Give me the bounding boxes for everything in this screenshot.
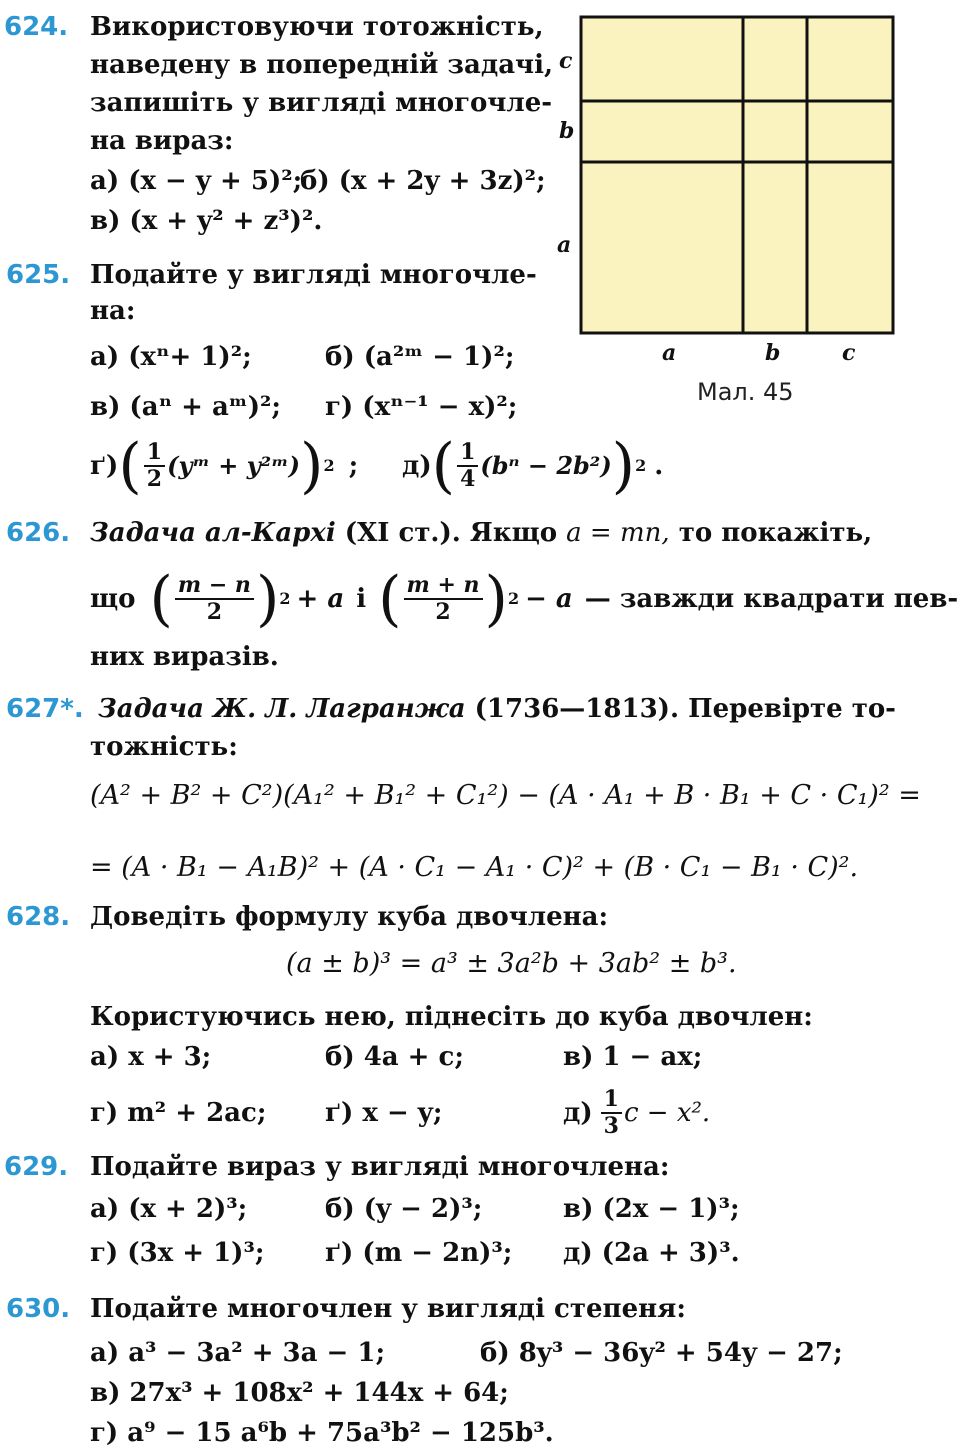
fraction-numerator: m − n: [177, 571, 251, 598]
fraction-denominator: 2: [404, 598, 483, 625]
problem-628-line2: Користуючись нею, піднесіть до куба двочлен:: [90, 1002, 813, 1032]
item-gg-semicolon: ;: [348, 451, 359, 481]
exponent: 2: [507, 589, 520, 608]
fraction-one-half: [144, 440, 165, 493]
problem-629-number: 629.: [4, 1152, 69, 1182]
problem-627-text: Перевірте то-: [688, 694, 896, 724]
problem-630-item-g: г) a⁹ − 15 a⁶b + 75a³b² − 125b³.: [90, 1418, 554, 1448]
fraction-denominator: 2: [175, 598, 254, 625]
problem-626-line1: [90, 520, 872, 546]
item-gg-body: (yᵐ + y²ᵐ): [167, 451, 301, 480]
problem-626-that: що: [90, 584, 136, 614]
and-word: і: [356, 584, 367, 614]
fraction-numerator: 1: [603, 1085, 619, 1112]
fraction-one-quarter: [457, 440, 478, 493]
problem-626-number: 626.: [6, 518, 71, 548]
problem-625-line2: на:: [90, 296, 136, 326]
item-d-label: д): [402, 451, 432, 481]
problem-629-item-b: б) (y − 2)³;: [325, 1194, 483, 1224]
problem-625-number: 625.: [6, 260, 71, 290]
figure-bottom-label-a: a: [662, 340, 677, 366]
paren-open: (: [431, 431, 456, 501]
problem-630-item-a: а) a³ − 3a² + 3a − 1;: [90, 1338, 386, 1368]
problem-627-line2: тожність:: [90, 732, 238, 762]
fraction-m-minus-n: [175, 573, 254, 626]
exponent: 2: [279, 589, 291, 608]
problem-628-item-v: в) 1 − ax;: [563, 1042, 703, 1072]
problem-626-tail: — завжди квадрати пев-: [584, 584, 958, 614]
problem-629-line1: Подайте вираз у вигляді многочлена:: [90, 1152, 670, 1182]
problem-625-line1: Подайте у вигляді многочле-: [90, 260, 537, 290]
item-d-rest: c − x².: [623, 1098, 711, 1128]
paren-close: ): [611, 431, 636, 501]
problem-628-item-d: [563, 1082, 710, 1144]
problem-626-line2: [90, 560, 958, 638]
problem-629-item-d: д) (2a + 3)³.: [563, 1238, 740, 1268]
figure-45-grid: [580, 16, 894, 334]
fraction-numerator: m + n: [406, 571, 480, 598]
problem-624-line1: Використовуючи тотожність,: [90, 12, 544, 42]
figure-side-label-a: a: [557, 232, 572, 258]
fraction-denominator: 3: [601, 1112, 622, 1139]
problem-628-item-a: а) x + 3;: [90, 1042, 212, 1072]
problem-628-line1: Доведіть формулу куба двочлена:: [90, 902, 609, 932]
figure-side-label-b: b: [559, 118, 575, 144]
problem-626-line3: них виразів.: [90, 642, 279, 672]
plus-a: + a: [296, 584, 345, 614]
paren-open: (: [149, 564, 173, 634]
figure-caption: Мал. 45: [697, 378, 794, 406]
problem-626-text2: то покажіть,: [678, 518, 873, 548]
problem-626-text1: Якщо: [469, 518, 558, 548]
problem-627-title: Задача Ж. Л. Лагранжа: [98, 694, 466, 724]
item-d-body: (bⁿ − 2b²): [480, 451, 612, 480]
problem-625-item-gg: [90, 428, 358, 504]
problem-626-century: (XI ст.).: [344, 518, 461, 548]
problem-629-item-g: г) (3x + 1)³;: [90, 1238, 265, 1268]
problem-627-equation-line2: = (A · B₁ − A₁B)² + (A · C₁ − A₁ · C)² + (B · C₁ − B₁ · C)².: [90, 852, 859, 883]
problem-628-number: 628.: [6, 902, 71, 932]
minus-a: − a: [525, 584, 573, 614]
problem-627-years: (1736—1813).: [474, 694, 680, 724]
problem-630-item-b: б) 8y³ − 36y² + 54y − 27;: [480, 1338, 843, 1368]
problem-627-number: 627*.: [6, 694, 84, 724]
problem-626-title: Задача ал-Кархі: [90, 518, 336, 548]
problem-624-item-a: а) (x − y + 5)²;: [90, 166, 303, 196]
problem-627-line1: [98, 696, 896, 722]
fraction-denominator: 4: [457, 465, 478, 492]
problem-628-formula: (a ± b)³ = a³ ± 3a²b + 3ab² ± b³.: [286, 948, 737, 979]
problem-624-line2: наведену в попередній задачі,: [90, 50, 554, 80]
problem-630-item-v: в) 27x³ + 108x² + 144x + 64;: [90, 1378, 509, 1408]
problem-625-item-v: в) (aⁿ + aᵐ)²;: [90, 392, 282, 422]
item-d-period: .: [654, 451, 664, 481]
paren-open: (: [118, 431, 142, 501]
paren-close: ): [484, 564, 508, 634]
problem-624-number: 624.: [4, 12, 69, 42]
fraction-numerator: 1: [460, 438, 476, 465]
problem-626-condition: a = mn,: [566, 518, 670, 548]
problem-628-item-g: г) m² + 2ac;: [90, 1098, 267, 1128]
problem-625-item-b: б) (a²ᵐ − 1)²;: [325, 342, 515, 372]
problem-629-item-gg: ґ) (m − 2n)³;: [325, 1238, 513, 1268]
figure-bottom-label-c: c: [842, 340, 856, 366]
figure-side-label-c: c: [559, 48, 573, 74]
paren-close: ): [300, 431, 324, 501]
item-gg-label: ґ): [90, 451, 119, 481]
figure-bottom-label-b: b: [765, 340, 781, 366]
item-d-exponent: 2: [635, 456, 647, 475]
problem-624-line4: на вираз:: [90, 126, 234, 156]
problem-625-item-a: а) (xⁿ+ 1)²;: [90, 342, 252, 372]
item-d-label: д): [563, 1098, 593, 1128]
fraction-numerator: 1: [146, 438, 163, 465]
problem-624-line3: запишіть у вигляді многочле-: [90, 88, 553, 118]
fraction-m-plus-n: [404, 573, 483, 626]
problem-628-item-gg: ґ) x − y;: [325, 1098, 443, 1128]
problem-624-item-b: б) (x + 2y + 3z)²;: [300, 166, 546, 196]
paren-open: (: [378, 564, 402, 634]
problem-628-item-b: б) 4a + c;: [325, 1042, 464, 1072]
fraction-denominator: 2: [144, 465, 165, 492]
item-gg-exponent: 2: [323, 456, 335, 475]
problem-625-item-g: г) (xⁿ⁻¹ − x)²;: [325, 392, 518, 422]
problem-630-line1: Подайте многочлен у вигляді степеня:: [90, 1294, 686, 1324]
problem-630-number: 630.: [6, 1294, 71, 1324]
problem-627-equation-line1: (A² + B² + C²)(A₁² + B₁² + C₁²) − (A · A₁ + B · B₁ + C · C₁)² =: [90, 780, 921, 811]
problem-625-item-d: [402, 428, 663, 504]
problem-624-item-v: в) (x + y² + z³)².: [90, 206, 323, 236]
fraction-one-third: [601, 1087, 622, 1140]
problem-629-item-v: в) (2x − 1)³;: [563, 1194, 740, 1224]
problem-629-item-a: а) (x + 2)³;: [90, 1194, 248, 1224]
figure-45: [580, 16, 894, 334]
paren-close: ): [255, 564, 280, 634]
